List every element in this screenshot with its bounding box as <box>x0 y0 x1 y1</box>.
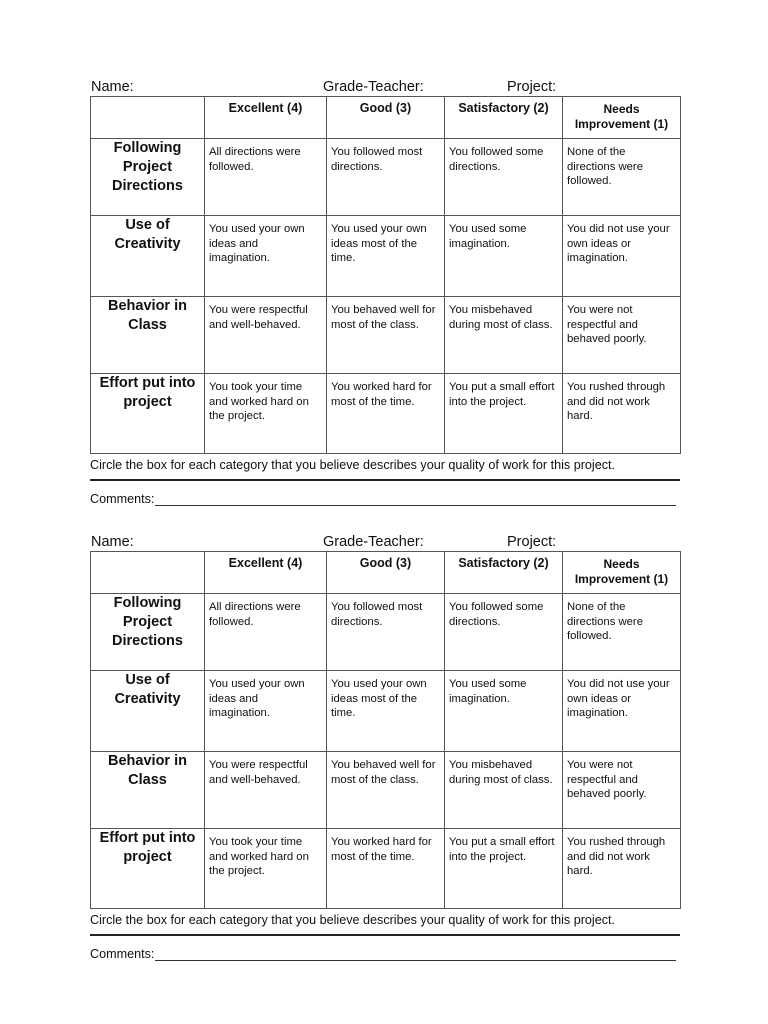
table-row <box>91 752 681 829</box>
category-effort: Effort put into project <box>91 374 205 454</box>
rubric-cell[interactable]: You behaved well for most of the class. <box>327 297 445 374</box>
rubric-cell[interactable]: You followed some directions. <box>445 139 563 216</box>
rubric-cell[interactable]: You were respectful and well-behaved. <box>205 297 327 374</box>
rubric-cell[interactable]: You used some imagination. <box>445 216 563 297</box>
rubric-cell[interactable]: None of the directions were followed. <box>563 139 681 216</box>
comments-line[interactable] <box>155 493 676 506</box>
category-behavior-in-class: Behavior in Class <box>91 297 205 374</box>
rubric-cell[interactable]: You took your time and worked hard on the project. <box>205 374 327 454</box>
category-following-directions: Following Project Directions <box>91 594 205 671</box>
rubric-table <box>90 551 681 909</box>
rubric-cell[interactable]: You took your time and worked hard on the project. <box>205 829 327 909</box>
category-effort: Effort put into project <box>91 829 205 909</box>
rubric-2 <box>90 533 682 961</box>
rubric-cell[interactable]: None of the directions were followed. <box>563 594 681 671</box>
column-header-satisfactory: Satisfactory (2) <box>445 97 563 139</box>
rubric-cell[interactable]: You did not use your own ideas or imagination. <box>563 216 681 297</box>
rubric-cell[interactable]: You used your own ideas most of the time. <box>327 216 445 297</box>
rubric-cell[interactable]: You behaved well for most of the class. <box>327 752 445 829</box>
table-row <box>91 594 681 671</box>
rubric-cell[interactable]: All directions were followed. <box>205 594 327 671</box>
rubric-header <box>90 533 682 551</box>
grade-teacher-label: Grade-Teacher: <box>323 534 424 550</box>
table-row <box>91 829 681 909</box>
column-header-good: Good (3) <box>327 552 445 594</box>
rubric-cell[interactable]: You followed some directions. <box>445 594 563 671</box>
comments-field[interactable] <box>90 947 676 961</box>
table-row <box>91 671 681 752</box>
rubric-cell[interactable]: You used some imagination. <box>445 671 563 752</box>
rubric-table <box>90 96 681 454</box>
column-header-row <box>91 97 681 139</box>
corner-cell <box>91 552 205 594</box>
rubric-cell[interactable]: You used your own ideas and imagination. <box>205 671 327 752</box>
rubric-cell[interactable]: You were not respectful and behaved poorly. <box>563 297 681 374</box>
comments-line[interactable] <box>155 948 676 961</box>
rubric-cell[interactable]: You misbehaved during most of class. <box>445 297 563 374</box>
comments-field[interactable] <box>90 492 676 506</box>
column-header-excellent: Excellent (4) <box>205 552 327 594</box>
column-header-good: Good (3) <box>327 97 445 139</box>
table-row <box>91 297 681 374</box>
rubric-cell[interactable]: You followed most directions. <box>327 139 445 216</box>
instructions-text: Circle the box for each category that you believe describes your quality of work for this project. <box>90 913 615 927</box>
table-row <box>91 216 681 297</box>
rubric-cell[interactable]: You did not use your own ideas or imagination. <box>563 671 681 752</box>
rubric-cell[interactable]: You put a small effort into the project. <box>445 829 563 909</box>
rubric-cell[interactable]: You misbehaved during most of class. <box>445 752 563 829</box>
column-header-needs-improvement: Needs Improvement (1) <box>563 552 681 594</box>
project-label: Project: <box>507 79 557 95</box>
column-header-satisfactory: Satisfactory (2) <box>445 552 563 594</box>
rubric-1 <box>90 78 682 506</box>
column-header-row <box>91 552 681 594</box>
name-label: Name: <box>91 534 134 550</box>
divider <box>90 479 680 481</box>
instructions-text: Circle the box for each category that you believe describes your quality of work for this project. <box>90 458 615 472</box>
category-following-directions: Following Project Directions <box>91 139 205 216</box>
project-label: Project: <box>507 534 557 550</box>
rubric-cell[interactable]: All directions were followed. <box>205 139 327 216</box>
rubric-cell[interactable]: You used your own ideas and imagination. <box>205 216 327 297</box>
rubric-cell[interactable]: You rushed through and did not work hard. <box>563 374 681 454</box>
name-label: Name: <box>91 79 134 95</box>
rubric-cell[interactable]: You followed most directions. <box>327 594 445 671</box>
rubric-cell[interactable]: You were respectful and well-behaved. <box>205 752 327 829</box>
comments-label: Comments: <box>90 947 155 961</box>
column-header-excellent: Excellent (4) <box>205 97 327 139</box>
corner-cell <box>91 97 205 139</box>
category-behavior-in-class: Behavior in Class <box>91 752 205 829</box>
table-row <box>91 374 681 454</box>
rubric-cell[interactable]: You worked hard for most of the time. <box>327 374 445 454</box>
rubric-cell[interactable]: You used your own ideas most of the time. <box>327 671 445 752</box>
comments-label: Comments: <box>90 492 155 506</box>
category-use-of-creativity: Use of Creativity <box>91 216 205 297</box>
column-header-needs-improvement: Needs Improvement (1) <box>563 97 681 139</box>
category-use-of-creativity: Use of Creativity <box>91 671 205 752</box>
table-row <box>91 139 681 216</box>
rubric-header <box>90 78 682 96</box>
divider <box>90 934 680 936</box>
rubric-cell[interactable]: You rushed through and did not work hard. <box>563 829 681 909</box>
rubric-cell[interactable]: You worked hard for most of the time. <box>327 829 445 909</box>
rubric-cell[interactable]: You put a small effort into the project. <box>445 374 563 454</box>
grade-teacher-label: Grade-Teacher: <box>323 79 424 95</box>
rubric-cell[interactable]: You were not respectful and behaved poorly. <box>563 752 681 829</box>
